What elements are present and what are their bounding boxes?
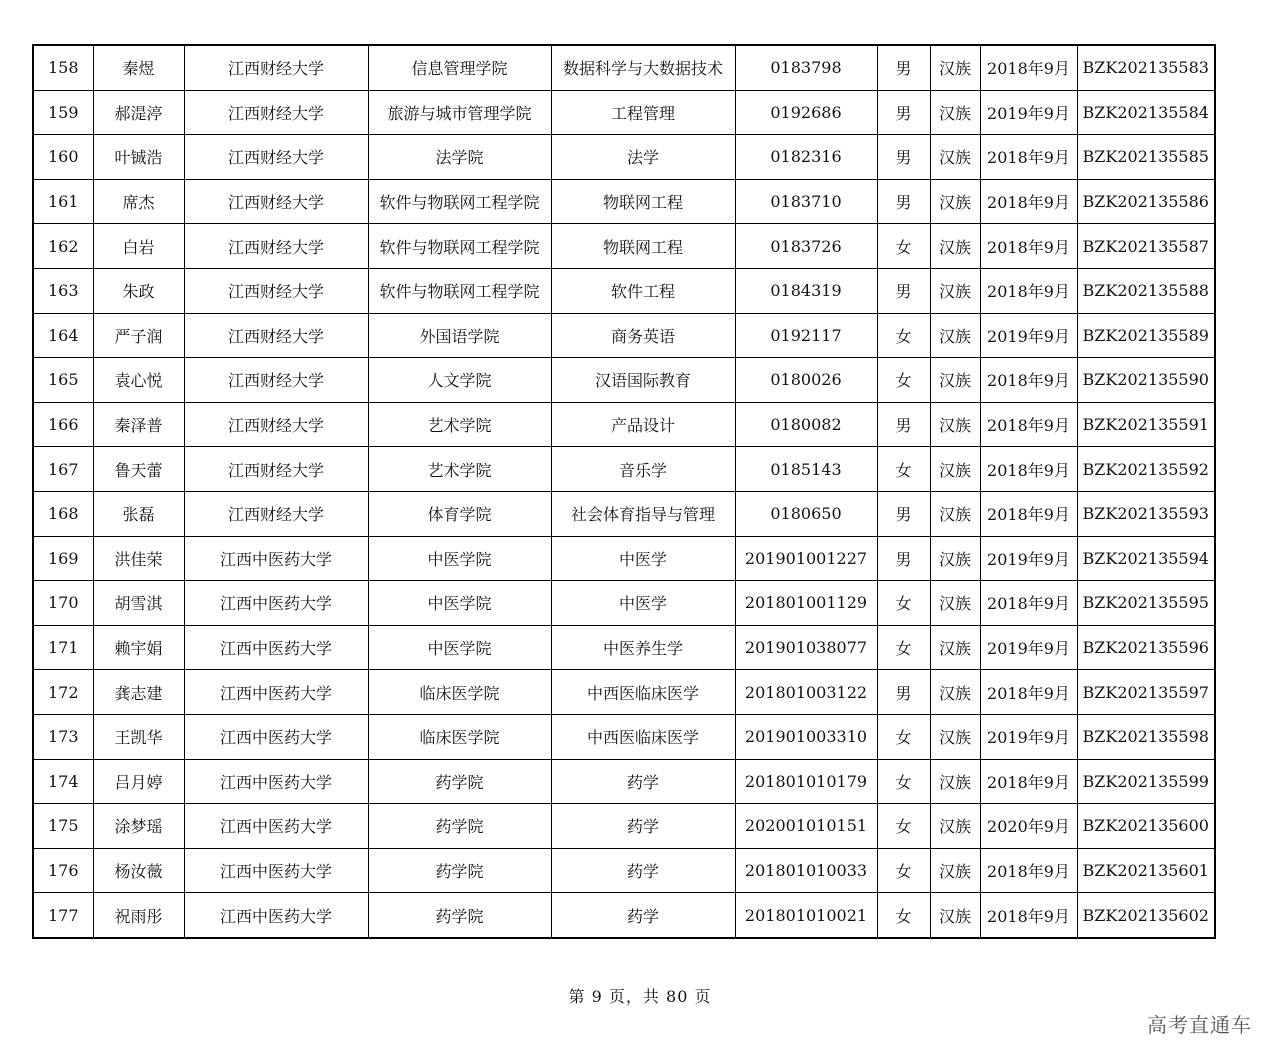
table-row	[33, 268, 1215, 313]
cell-student-id: 202001010151	[735, 804, 877, 849]
cell-student-id: 0182316	[735, 135, 877, 180]
cell-university: 江西财经大学	[184, 45, 368, 90]
cell-gender: 女	[877, 224, 930, 269]
cell-student-name: 朱政	[93, 268, 184, 313]
cell-enrollment-date: 2018年9月	[980, 268, 1077, 313]
cell-enrollment-date: 2018年9月	[980, 402, 1077, 447]
footer-suffix: 页	[694, 987, 712, 1006]
footer-total-pages: 80	[666, 987, 689, 1006]
cell-college: 中医学院	[368, 581, 551, 626]
cell-major: 物联网工程	[551, 224, 735, 269]
cell-certificate-number: BZK202135602	[1077, 893, 1215, 938]
cell-student-name: 洪佳荣	[93, 536, 184, 581]
cell-ethnicity: 汉族	[930, 848, 980, 893]
cell-enrollment-date: 2019年9月	[980, 714, 1077, 759]
cell-major: 软件工程	[551, 268, 735, 313]
table-row	[33, 625, 1215, 670]
cell-gender: 女	[877, 759, 930, 804]
cell-row-number: 176	[33, 848, 93, 893]
cell-major: 产品设计	[551, 402, 735, 447]
cell-certificate-number: BZK202135588	[1077, 268, 1215, 313]
cell-certificate-number: BZK202135587	[1077, 224, 1215, 269]
cell-certificate-number: BZK202135591	[1077, 402, 1215, 447]
cell-student-name: 杨汝薇	[93, 848, 184, 893]
table-row	[33, 714, 1215, 759]
cell-gender: 男	[877, 670, 930, 715]
cell-student-name: 王凯华	[93, 714, 184, 759]
cell-college: 旅游与城市管理学院	[368, 90, 551, 135]
table-row	[33, 313, 1215, 358]
cell-certificate-number: BZK202135600	[1077, 804, 1215, 849]
cell-certificate-number: BZK202135595	[1077, 581, 1215, 626]
cell-university: 江西财经大学	[184, 358, 368, 403]
cell-college: 人文学院	[368, 358, 551, 403]
cell-row-number: 167	[33, 447, 93, 492]
cell-ethnicity: 汉族	[930, 268, 980, 313]
cell-enrollment-date: 2018年9月	[980, 358, 1077, 403]
table-row	[33, 759, 1215, 804]
table-row	[33, 179, 1215, 224]
footer-prefix: 第	[568, 987, 586, 1006]
table-row	[33, 45, 1215, 90]
cell-university: 江西中医药大学	[184, 893, 368, 938]
cell-row-number: 168	[33, 491, 93, 536]
cell-ethnicity: 汉族	[930, 90, 980, 135]
cell-ethnicity: 汉族	[930, 759, 980, 804]
cell-gender: 女	[877, 804, 930, 849]
cell-college: 信息管理学院	[368, 45, 551, 90]
cell-ethnicity: 汉族	[930, 135, 980, 180]
cell-certificate-number: BZK202135594	[1077, 536, 1215, 581]
footer-mid: 页，共	[608, 987, 660, 1006]
cell-student-name: 席杰	[93, 179, 184, 224]
cell-college: 临床医学院	[368, 670, 551, 715]
cell-student-id: 201801003122	[735, 670, 877, 715]
cell-row-number: 164	[33, 313, 93, 358]
page-footer	[0, 984, 1280, 1007]
cell-major: 汉语国际教育	[551, 358, 735, 403]
cell-major: 药学	[551, 804, 735, 849]
cell-row-number: 165	[33, 358, 93, 403]
cell-ethnicity: 汉族	[930, 893, 980, 938]
table-row	[33, 135, 1215, 180]
cell-enrollment-date: 2018年9月	[980, 45, 1077, 90]
cell-student-name: 秦泽普	[93, 402, 184, 447]
cell-student-id: 201901001227	[735, 536, 877, 581]
cell-certificate-number: BZK202135592	[1077, 447, 1215, 492]
cell-student-id: 201801010021	[735, 893, 877, 938]
cell-student-id: 0183710	[735, 179, 877, 224]
cell-university: 江西中医药大学	[184, 759, 368, 804]
cell-university: 江西中医药大学	[184, 536, 368, 581]
cell-university: 江西财经大学	[184, 268, 368, 313]
cell-college: 艺术学院	[368, 402, 551, 447]
cell-student-id: 0183798	[735, 45, 877, 90]
cell-student-name: 叶铖浩	[93, 135, 184, 180]
cell-enrollment-date: 2018年9月	[980, 135, 1077, 180]
cell-ethnicity: 汉族	[930, 224, 980, 269]
cell-ethnicity: 汉族	[930, 358, 980, 403]
cell-enrollment-date: 2019年9月	[980, 90, 1077, 135]
cell-student-id: 0192686	[735, 90, 877, 135]
cell-enrollment-date: 2018年9月	[980, 581, 1077, 626]
cell-college: 药学院	[368, 759, 551, 804]
cell-gender: 男	[877, 135, 930, 180]
cell-university: 江西财经大学	[184, 313, 368, 358]
cell-major: 中医学	[551, 536, 735, 581]
cell-gender: 男	[877, 90, 930, 135]
cell-university: 江西财经大学	[184, 179, 368, 224]
cell-major: 法学	[551, 135, 735, 180]
cell-ethnicity: 汉族	[930, 313, 980, 358]
cell-ethnicity: 汉族	[930, 536, 980, 581]
cell-row-number: 169	[33, 536, 93, 581]
cell-college: 中医学院	[368, 625, 551, 670]
cell-gender: 男	[877, 491, 930, 536]
cell-ethnicity: 汉族	[930, 714, 980, 759]
cell-enrollment-date: 2018年9月	[980, 491, 1077, 536]
cell-student-name: 严子润	[93, 313, 184, 358]
cell-row-number: 166	[33, 402, 93, 447]
cell-ethnicity: 汉族	[930, 581, 980, 626]
cell-enrollment-date: 2018年9月	[980, 224, 1077, 269]
cell-student-name: 郝湜渟	[93, 90, 184, 135]
cell-student-name: 赖宇娟	[93, 625, 184, 670]
cell-certificate-number: BZK202135597	[1077, 670, 1215, 715]
cell-ethnicity: 汉族	[930, 804, 980, 849]
cell-major: 工程管理	[551, 90, 735, 135]
cell-enrollment-date: 2018年9月	[980, 447, 1077, 492]
table-row	[33, 447, 1215, 492]
cell-enrollment-date: 2018年9月	[980, 179, 1077, 224]
cell-row-number: 177	[33, 893, 93, 938]
cell-student-id: 201801010179	[735, 759, 877, 804]
cell-gender: 男	[877, 268, 930, 313]
cell-university: 江西中医药大学	[184, 581, 368, 626]
cell-major: 中西医临床医学	[551, 714, 735, 759]
cell-gender: 女	[877, 714, 930, 759]
cell-ethnicity: 汉族	[930, 670, 980, 715]
cell-ethnicity: 汉族	[930, 402, 980, 447]
cell-row-number: 158	[33, 45, 93, 90]
cell-gender: 男	[877, 45, 930, 90]
cell-row-number: 160	[33, 135, 93, 180]
table-row	[33, 848, 1215, 893]
cell-student-name: 吕月婷	[93, 759, 184, 804]
cell-university: 江西财经大学	[184, 402, 368, 447]
cell-certificate-number: BZK202135601	[1077, 848, 1215, 893]
cell-student-id: 201901038077	[735, 625, 877, 670]
cell-student-id: 0180650	[735, 491, 877, 536]
cell-row-number: 172	[33, 670, 93, 715]
cell-gender: 男	[877, 179, 930, 224]
cell-gender: 女	[877, 358, 930, 403]
cell-student-id: 0184319	[735, 268, 877, 313]
cell-student-id: 0180026	[735, 358, 877, 403]
cell-student-id: 0183726	[735, 224, 877, 269]
cell-row-number: 173	[33, 714, 93, 759]
cell-university: 江西中医药大学	[184, 670, 368, 715]
cell-enrollment-date: 2019年9月	[980, 536, 1077, 581]
table-row	[33, 670, 1215, 715]
cell-row-number: 162	[33, 224, 93, 269]
cell-college: 外国语学院	[368, 313, 551, 358]
cell-college: 软件与物联网工程学院	[368, 224, 551, 269]
cell-student-name: 涂梦瑶	[93, 804, 184, 849]
cell-major: 商务英语	[551, 313, 735, 358]
cell-row-number: 171	[33, 625, 93, 670]
cell-university: 江西中医药大学	[184, 714, 368, 759]
cell-ethnicity: 汉族	[930, 447, 980, 492]
cell-college: 艺术学院	[368, 447, 551, 492]
table-row	[33, 581, 1215, 626]
cell-certificate-number: BZK202135589	[1077, 313, 1215, 358]
cell-university: 江西财经大学	[184, 135, 368, 180]
cell-major: 药学	[551, 848, 735, 893]
cell-university: 江西财经大学	[184, 447, 368, 492]
watermark-text: 高考直通车	[1147, 1013, 1252, 1037]
cell-university: 江西中医药大学	[184, 804, 368, 849]
cell-college: 药学院	[368, 848, 551, 893]
cell-major: 中医学	[551, 581, 735, 626]
cell-certificate-number: BZK202135596	[1077, 625, 1215, 670]
cell-certificate-number: BZK202135584	[1077, 90, 1215, 135]
cell-certificate-number: BZK202135586	[1077, 179, 1215, 224]
cell-row-number: 174	[33, 759, 93, 804]
cell-gender: 女	[877, 848, 930, 893]
cell-gender: 女	[877, 447, 930, 492]
cell-major: 社会体育指导与管理	[551, 491, 735, 536]
cell-university: 江西财经大学	[184, 224, 368, 269]
cell-student-id: 201901003310	[735, 714, 877, 759]
cell-ethnicity: 汉族	[930, 45, 980, 90]
cell-student-id: 201801010033	[735, 848, 877, 893]
table-row	[33, 804, 1215, 849]
cell-major: 中西医临床医学	[551, 670, 735, 715]
cell-college: 软件与物联网工程学院	[368, 268, 551, 313]
cell-student-name: 祝雨彤	[93, 893, 184, 938]
cell-enrollment-date: 2018年9月	[980, 893, 1077, 938]
cell-gender: 女	[877, 893, 930, 938]
cell-enrollment-date: 2020年9月	[980, 804, 1077, 849]
cell-ethnicity: 汉族	[930, 179, 980, 224]
cell-gender: 女	[877, 313, 930, 358]
cell-certificate-number: BZK202135585	[1077, 135, 1215, 180]
cell-university: 江西财经大学	[184, 491, 368, 536]
cell-student-name: 袁心悦	[93, 358, 184, 403]
cell-certificate-number: BZK202135583	[1077, 45, 1215, 90]
cell-row-number: 175	[33, 804, 93, 849]
table-row	[33, 402, 1215, 447]
cell-student-name: 秦煜	[93, 45, 184, 90]
cell-certificate-number: BZK202135598	[1077, 714, 1215, 759]
roster-body	[33, 45, 1215, 938]
cell-student-id: 0192117	[735, 313, 877, 358]
footer-page-number: 9	[591, 987, 603, 1006]
table-row	[33, 90, 1215, 135]
cell-gender: 女	[877, 581, 930, 626]
cell-gender: 女	[877, 625, 930, 670]
cell-major: 中医养生学	[551, 625, 735, 670]
cell-student-name: 龚志建	[93, 670, 184, 715]
table-row	[33, 224, 1215, 269]
cell-gender: 男	[877, 402, 930, 447]
cell-enrollment-date: 2018年9月	[980, 670, 1077, 715]
cell-enrollment-date: 2019年9月	[980, 313, 1077, 358]
cell-university: 江西中医药大学	[184, 848, 368, 893]
cell-row-number: 170	[33, 581, 93, 626]
cell-student-id: 0180082	[735, 402, 877, 447]
cell-student-name: 鲁天蕾	[93, 447, 184, 492]
cell-college: 临床医学院	[368, 714, 551, 759]
cell-student-name: 胡雪淇	[93, 581, 184, 626]
cell-university: 江西财经大学	[184, 90, 368, 135]
table-row	[33, 358, 1215, 403]
cell-major: 音乐学	[551, 447, 735, 492]
cell-certificate-number: BZK202135599	[1077, 759, 1215, 804]
cell-student-id: 0185143	[735, 447, 877, 492]
cell-row-number: 161	[33, 179, 93, 224]
cell-major: 药学	[551, 893, 735, 938]
table-row	[33, 536, 1215, 581]
cell-ethnicity: 汉族	[930, 625, 980, 670]
cell-student-name: 白岩	[93, 224, 184, 269]
cell-student-name: 张磊	[93, 491, 184, 536]
cell-college: 中医学院	[368, 536, 551, 581]
cell-enrollment-date: 2018年9月	[980, 848, 1077, 893]
cell-student-id: 201801001129	[735, 581, 877, 626]
cell-certificate-number: BZK202135590	[1077, 358, 1215, 403]
cell-college: 软件与物联网工程学院	[368, 179, 551, 224]
cell-major: 药学	[551, 759, 735, 804]
cell-college: 体育学院	[368, 491, 551, 536]
cell-ethnicity: 汉族	[930, 491, 980, 536]
cell-row-number: 163	[33, 268, 93, 313]
cell-enrollment-date: 2019年9月	[980, 625, 1077, 670]
cell-college: 药学院	[368, 893, 551, 938]
table-row	[33, 491, 1215, 536]
cell-gender: 男	[877, 536, 930, 581]
cell-college: 法学院	[368, 135, 551, 180]
cell-university: 江西中医药大学	[184, 625, 368, 670]
cell-college: 药学院	[368, 804, 551, 849]
table-row	[33, 893, 1215, 938]
cell-row-number: 159	[33, 90, 93, 135]
cell-major: 数据科学与大数据技术	[551, 45, 735, 90]
student-roster-table	[32, 44, 1216, 939]
cell-enrollment-date: 2018年9月	[980, 759, 1077, 804]
cell-certificate-number: BZK202135593	[1077, 491, 1215, 536]
cell-major: 物联网工程	[551, 179, 735, 224]
